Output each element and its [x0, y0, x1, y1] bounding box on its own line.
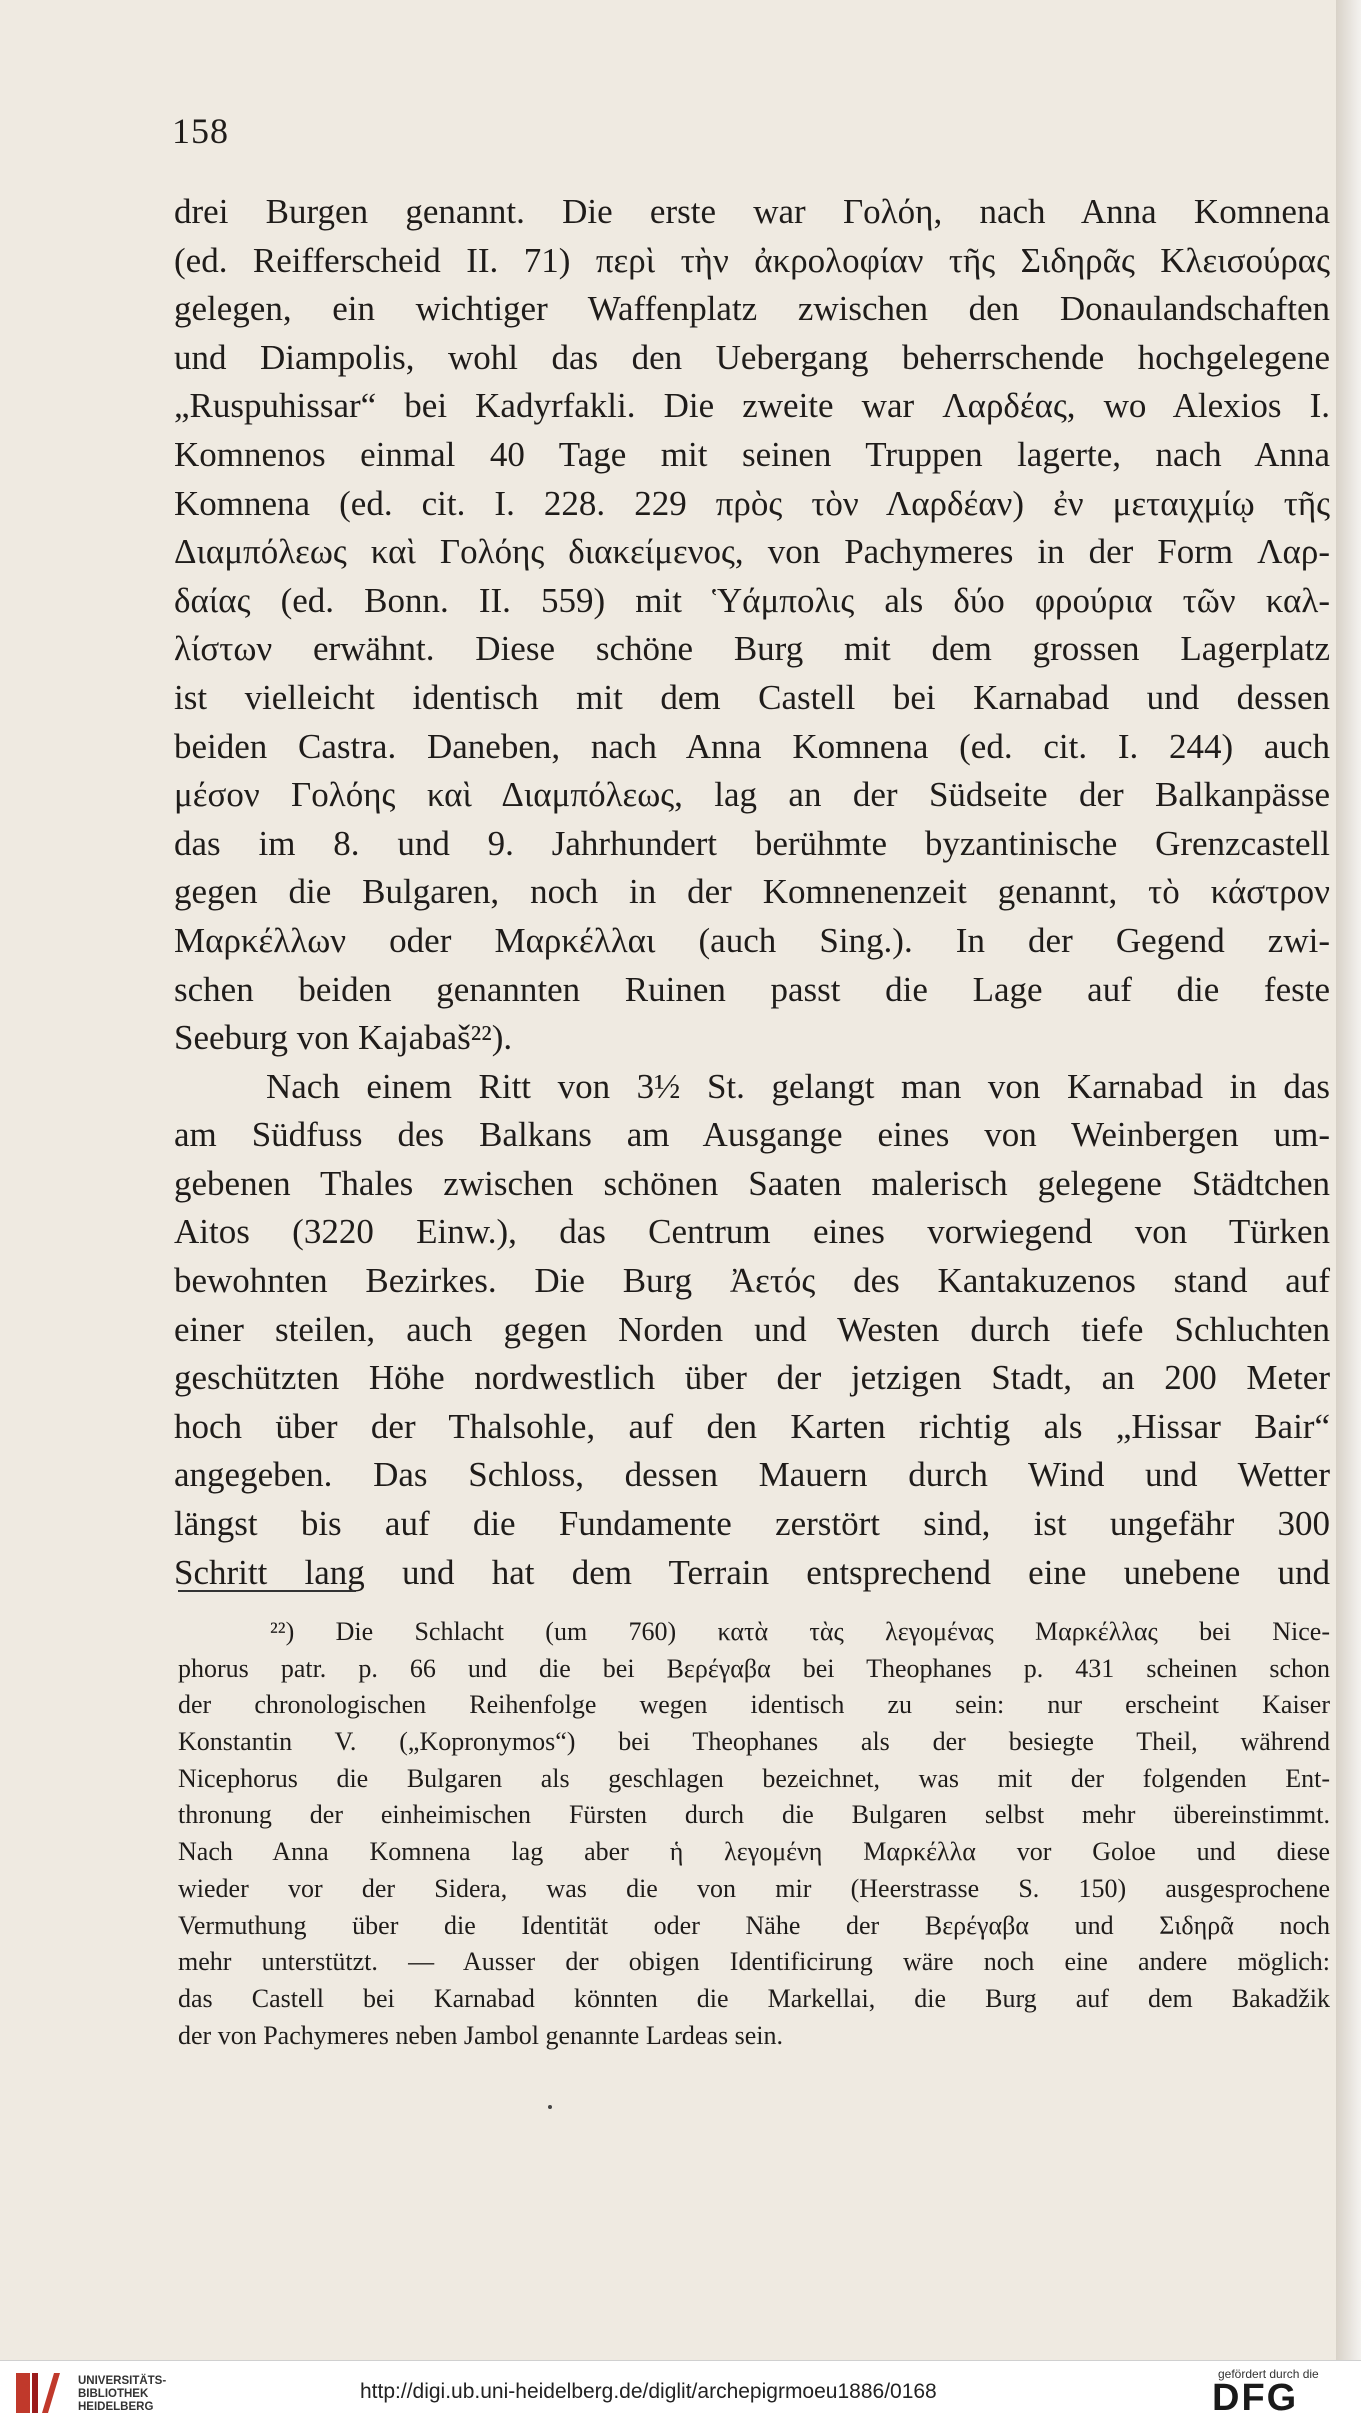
text-line: bewohnten Bezirkes. Die Burg Ἀετός des Kantakuzenos stand auf [174, 1261, 1330, 1301]
footnote-line: der chronologischen Reihenfolge wegen identisch zu sein: nur erscheint Kaiser [178, 1690, 1330, 1720]
text-line: Nach einem Ritt von 3½ St. gelangt man von Karnabad in das [266, 1066, 1330, 1106]
text-line: ist vielleicht identisch mit dem Castell bei Karnabad und dessen [174, 677, 1330, 717]
footnote-line: mehr unterstützt. — Ausser der obigen Identificirung wäre noch eine andere möglich: [178, 1947, 1330, 1977]
footnote-line: ²²) Die Schlacht (um 760) κατὰ τὰς λεγομένας Μαρκέλλας bei Nice- [270, 1617, 1330, 1646]
text-line: einer steilen, auch gegen Norden und Westen durch tiefe Schluchten [174, 1309, 1330, 1349]
institution-line: UNIVERSITÄTS- [78, 2375, 167, 2387]
page-number: 158 [172, 111, 229, 151]
footnote-line: das Castell bei Karnabad könnten die Markellai, die Burg auf dem Bakadžik [178, 1983, 1330, 2013]
page-edge [1336, 0, 1361, 2360]
footnote-line: Konstantin V. („Kopronymos“) bei Theophanes als der besiegte Theil, während [178, 1727, 1330, 1757]
text-line: und Diampolis, wohl das den Uebergang beherrschende hochgelegene [174, 337, 1330, 377]
text-line: gebenen Thales zwischen schönen Saaten malerisch gelegene Städtchen [174, 1163, 1330, 1203]
institution-name [78, 2375, 166, 2414]
university-logo-icon[interactable] [14, 2369, 66, 2417]
permalink-url[interactable]: http://digi.ub.uni-heidelberg.de/diglit/archepigrmoeu1886/0168 [360, 2380, 937, 2403]
footnote-line: Nach Anna Komnena lag aber ἡ λεγομένη Μαρκέλλα vor Goloe und diese [178, 1837, 1330, 1867]
text-line: drei Burgen genannt. Die erste war Γολόη, nach Anna Komnena [174, 192, 1330, 231]
text-line: Seeburg von Kajabaš²²). [174, 1018, 513, 1058]
institution-line: BIBLIOTHEK [78, 2388, 149, 2400]
text-line: gelegen, ein wichtiger Waffenplatz zwischen den Donaulandschaften [174, 289, 1330, 329]
footnote-line: phorus patr. p. 66 und die bei Βερέγαβα bei Theophanes p. 431 scheinen schon [178, 1653, 1330, 1683]
footnote-line: Vermuthung über die Identität oder Nähe der Βερέγαβα und Σιδηρᾶ noch [178, 1910, 1330, 1940]
text-line: schen beiden genannten Ruinen passt die Lage auf die feste [174, 969, 1330, 1009]
footnotes [178, 1614, 1330, 2054]
text-line: Schritt lang und hat dem Terrain entsprechend eine unebene und [174, 1552, 1330, 1592]
text-line: hoch über der Thalsohle, auf den Karten richtig als „Hissar Bair“ [174, 1406, 1330, 1446]
text-line: „Ruspuhissar“ bei Kadyrfakli. Die zweite war Λαρδέας, wo Alexios I. [174, 386, 1330, 426]
text-line: das im 8. und 9. Jahrhundert berühmte byzantinische Grenzcastell [174, 823, 1330, 863]
text-line: Komnenos einmal 40 Tage mit seinen Truppen lagerte, nach Anna [174, 434, 1330, 474]
institution-line: HEIDELBERG [78, 2401, 154, 2413]
text-line: am Südfuss des Balkans am Ausgange eines von Weinbergen um- [174, 1115, 1330, 1155]
footnote-divider [178, 1590, 356, 1592]
funded-by-label: gefördert durch die [1218, 2367, 1319, 2381]
footnote-line: Nicephorus die Bulgaren als geschlagen bezeichnet, was mit der folgenden Ent- [178, 1763, 1330, 1793]
text-line: Διαμπόλεως καὶ Γολόης διακείμενος, von Pachymeres in der Form Λαρ- [174, 532, 1330, 572]
text-line: δαίας (ed. Bonn. II. 559) mit Ὑάμπολις als δύο φρούρια τῶν καλ- [174, 580, 1330, 620]
footnote-line: thronung der einheimischen Fürsten durch die Bulgaren selbst mehr übereinstimmt. [178, 1800, 1330, 1830]
dfg-logo[interactable]: DFG [1212, 2377, 1299, 2419]
footnote-line: wieder vor der Sidera, was die von mir (Heerstrasse S. 150) ausgesprochene [178, 1873, 1330, 1903]
text-line: angegeben. Das Schloss, dessen Mauern durch Wind und Wetter [174, 1455, 1330, 1495]
text-line: Aitos (3220 Einw.), das Centrum eines vorwiegend von Türken [174, 1212, 1330, 1252]
ink-speck [548, 2105, 552, 2109]
text-line: geschützten Höhe nordwestlich über der jetzigen Stadt, an 200 Meter [174, 1358, 1330, 1398]
footnote-line: der von Pachymeres neben Jambol genannte Lardeas sein. [178, 2020, 784, 2050]
text-line: längst bis auf die Fundamente zerstört sind, ist ungefähr 300 [174, 1504, 1330, 1544]
text-line: λίστων erwähnt. Diese schöne Burg mit dem grossen Lagerplatz [174, 629, 1330, 669]
text-line: Komnena (ed. cit. I. 228. 229 πρὸς τὸν Λαρδέαν) ἐν μεταιχμίῳ τῆς [174, 483, 1330, 523]
body-text [174, 188, 1330, 1597]
text-line: Μαρκέλλων oder Μαρκέλλαι (auch Sing.). In der Gegend zwi- [174, 920, 1330, 960]
text-line: gegen die Bulgaren, noch in der Komnenenzeit genannt, τὸ κάστρον [174, 872, 1330, 912]
text-line: μέσον Γολόης καὶ Διαμπόλεως, lag an der Südseite der Balkanpässe [174, 775, 1330, 815]
text-line: (ed. Reifferscheid II. 71) περὶ τὴν ἀκρολοφίαν τῆς Σιδηρᾶς Κλεισούρας [174, 240, 1330, 280]
footer-bar [0, 2360, 1361, 2424]
text-line: beiden Castra. Daneben, nach Anna Komnena (ed. cit. I. 244) auch [174, 726, 1330, 766]
